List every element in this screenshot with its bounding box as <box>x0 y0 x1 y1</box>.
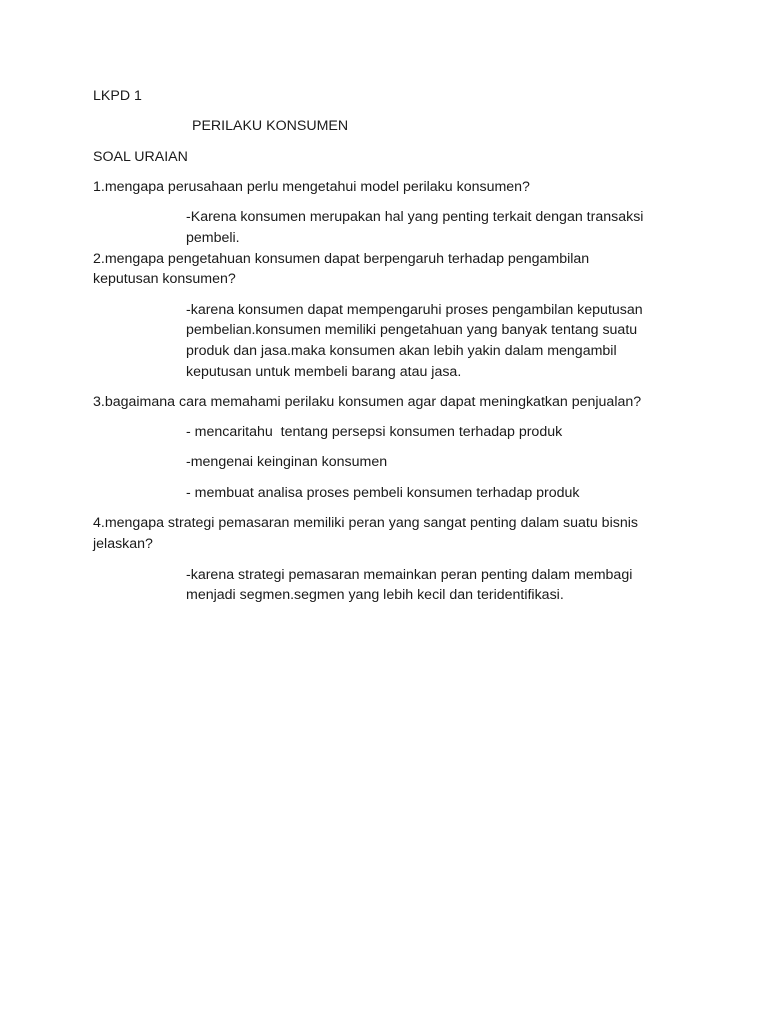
question-4-line-2: jelaskan? <box>93 536 153 552</box>
question-4-line-1: 4.mengapa strategi pemasaran memiliki peran yang sangat penting dalam suatu bisnis <box>93 515 638 531</box>
question-3: 3.bagaimana cara memahami perilaku konsumen agar dapat meningkatkan penjualan? <box>93 394 642 410</box>
answer-2-line-3: produk dan jasa.maka konsumen akan lebih yakin dalam mengambil <box>186 343 617 359</box>
answer-2-line-1: -karena konsumen dapat mempengaruhi proses pengambilan keputusan <box>186 302 643 318</box>
answer-4-line-2: menjadi segmen.segmen yang lebih kecil dan teridentifikasi. <box>186 587 564 603</box>
answer-3-item-3: - membuat analisa proses pembeli konsumen terhadap produk <box>186 485 580 501</box>
answer-2-line-2: pembelian.konsumen memiliki pengetahuan yang banyak tentang suatu <box>186 322 638 338</box>
answer-3-item-1: - mencaritahu tentang persepsi konsumen terhadap produk <box>186 424 563 440</box>
answer-2-line-4: keputusan untuk membeli barang atau jasa. <box>186 364 462 380</box>
question-2-line-1: 2.mengapa pengetahuan konsumen dapat berpengaruh terhadap pengambilan <box>93 251 590 267</box>
answer-1-line-1: -Karena konsumen merupakan hal yang penting terkait dengan transaksi <box>186 209 644 225</box>
answer-4-line-1: -karena strategi pemasaran memainkan peran penting dalam membagi <box>186 567 633 583</box>
answer-3-item-2: -mengenai keinginan konsumen <box>186 454 388 470</box>
question-2-line-2: keputusan konsumen? <box>93 271 236 287</box>
section-heading: SOAL URAIAN <box>93 149 188 165</box>
document-label: LKPD 1 <box>93 88 142 104</box>
document-title: PERILAKU KONSUMEN <box>192 118 349 134</box>
question-1: 1.mengapa perusahaan perlu mengetahui model perilaku konsumen? <box>93 179 530 195</box>
answer-1-line-2: pembeli. <box>186 230 240 246</box>
